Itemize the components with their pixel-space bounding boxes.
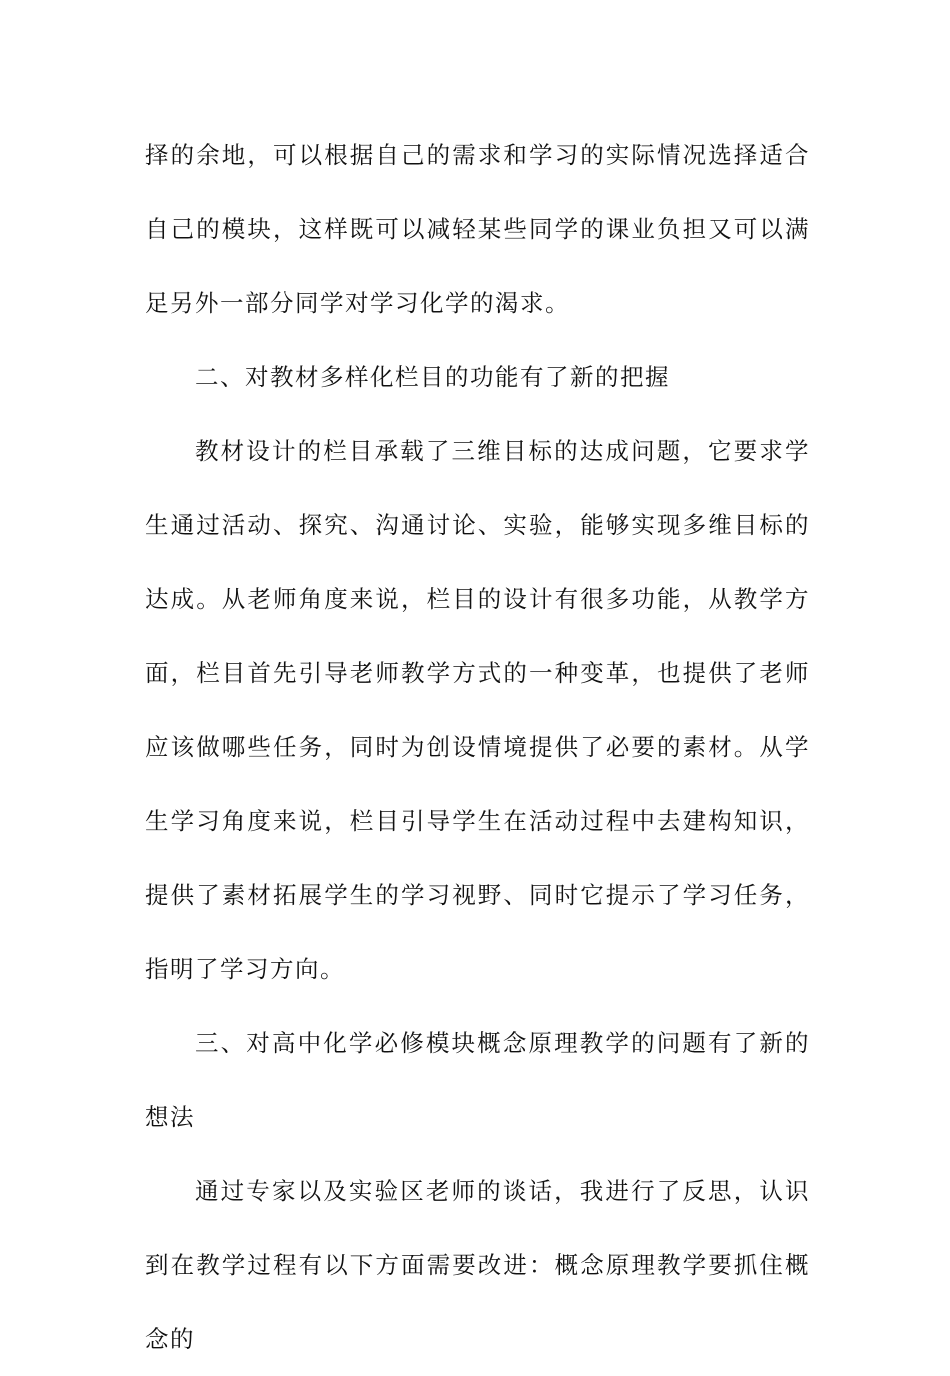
paragraph-columns: 教材设计的栏目承载了三维目标的达成问题，它要求学生通过活动、探究、沟通讨论、实验，能够实现多维目标的达成。从老师角度来说，栏目的设计有很多功能，从教学方面，栏目首先引导老师教学方式的一种变革，也提供了老师应该做哪些任务，同时为创设情境提供了必要的素材。从学生学习角度来说，栏目引导学生在活动过程中去建构知识，提供了素材拓展学生的学习视野、同时它提示了学习任务，指明了学习方向。 (145, 437, 810, 983)
paragraph-reflection: 通过专家以及实验区老师的谈话，我进行了反思，认识到在教学过程有以下方面需要改进：概念原理教学要抓住概念的 (145, 1177, 810, 1353)
paragraph-continuation: 择的余地，可以根据自己的需求和学习的实际情况选择适合自己的模块，这样既可以减轻某些同学的课业负担又可以满足另外一部分同学对学习化学的渴求。 (145, 141, 810, 317)
document-body (145, 118, 810, 1376)
section-heading-3: 三、对高中化学必修模块概念原理教学的问题有了新的想法 (145, 1029, 810, 1131)
section-heading-2: 二、对教材多样化栏目的功能有了新的把握 (195, 363, 670, 391)
